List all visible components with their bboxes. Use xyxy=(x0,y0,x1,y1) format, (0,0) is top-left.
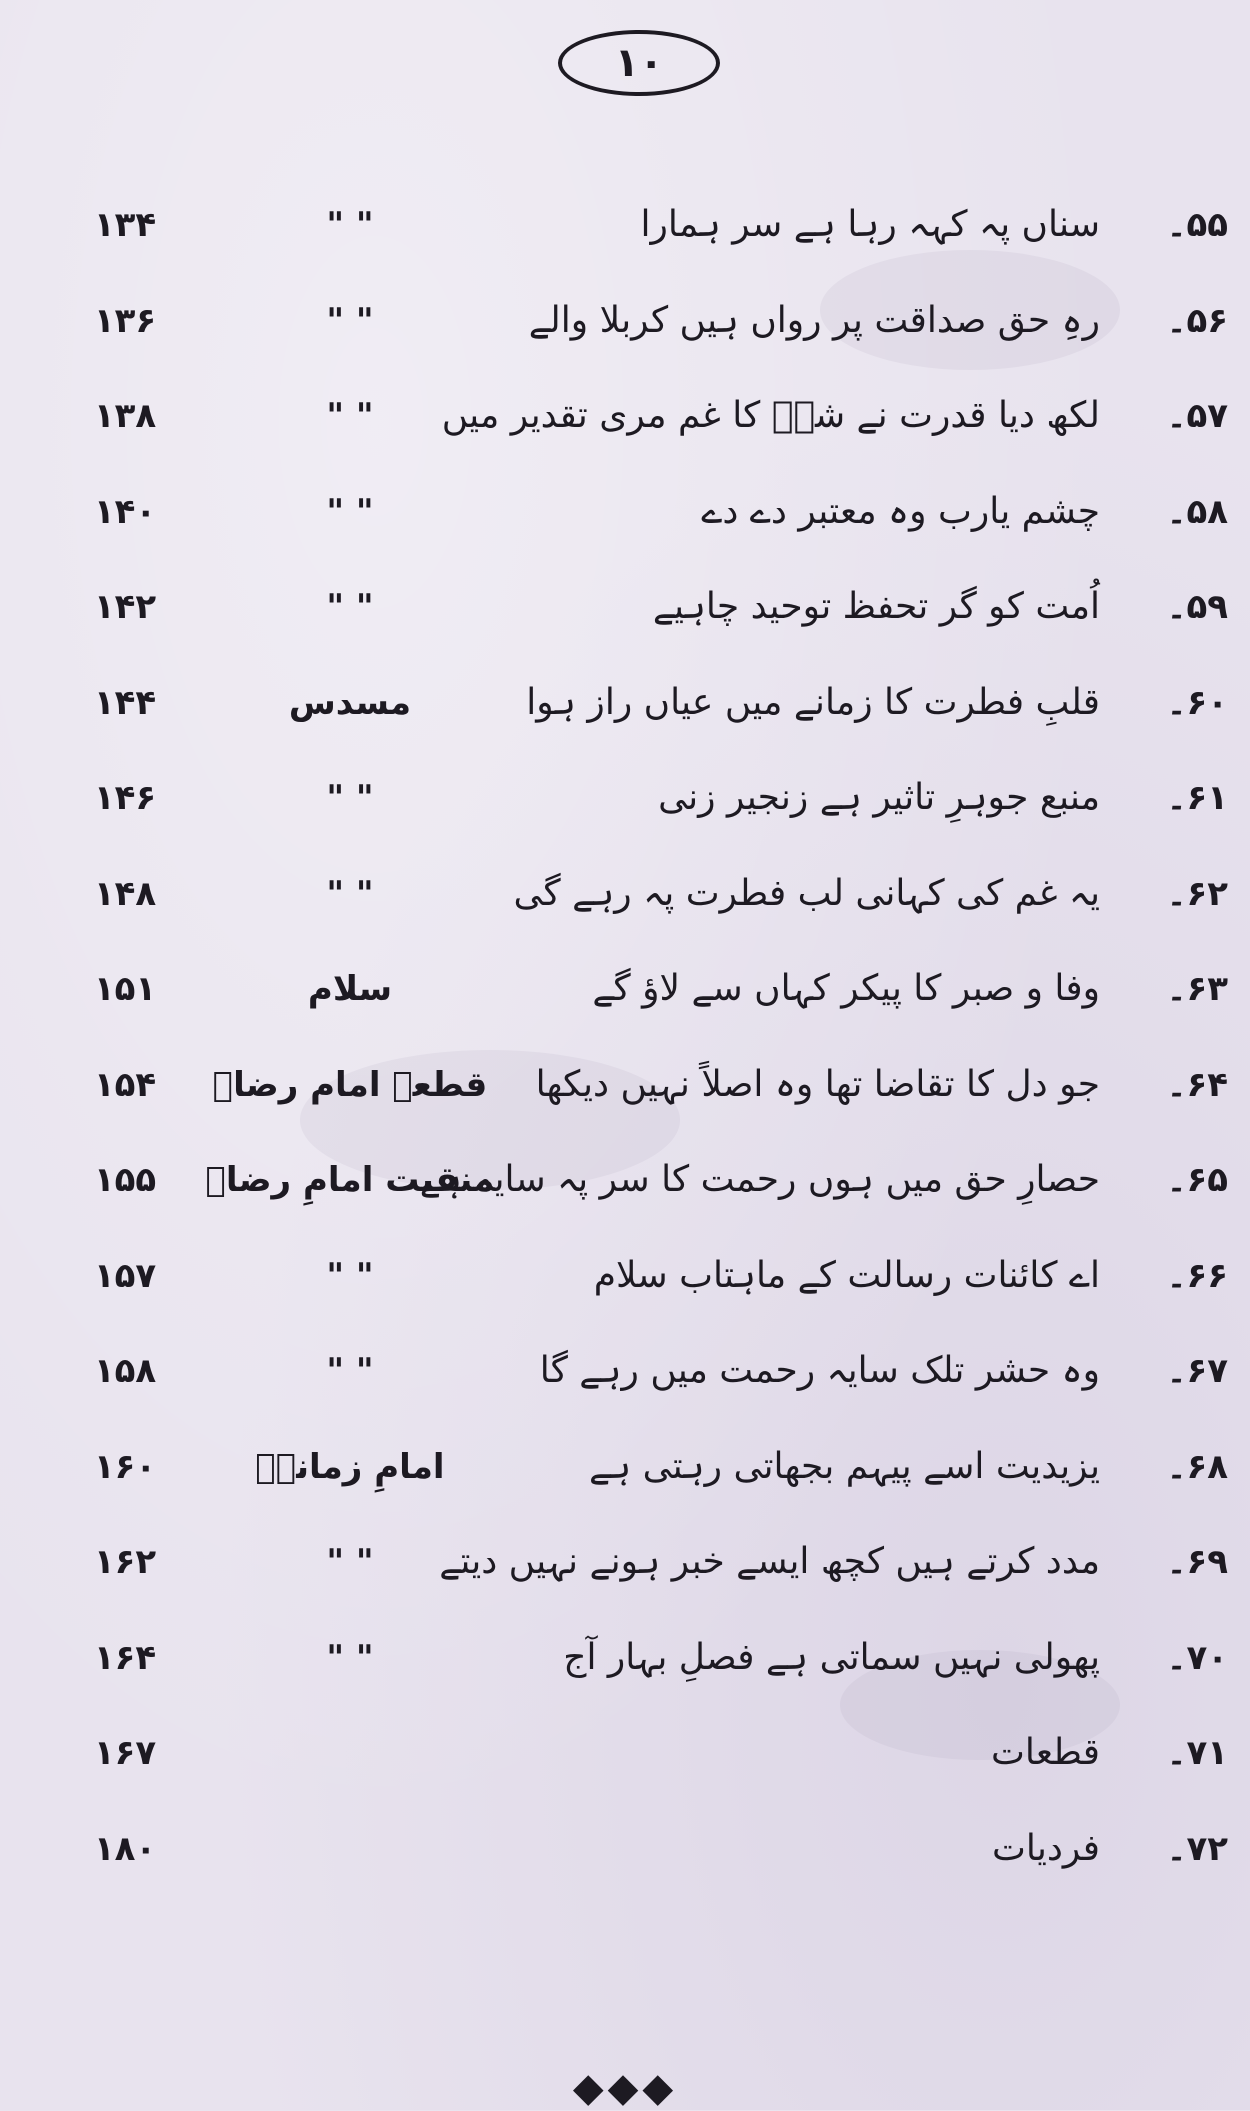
toc-row xyxy=(0,1819,1250,1899)
entry-number: ۶۸۔ xyxy=(1166,1447,1228,1487)
entry-number: ۶۱۔ xyxy=(1166,778,1228,818)
entry-genre: " " xyxy=(326,205,374,245)
entry-number: ۶۲۔ xyxy=(1166,874,1228,914)
entry-page-number: ۱۴۶ xyxy=(93,778,157,818)
entry-page-number: ۱۵۸ xyxy=(93,1351,157,1391)
entry-number: ۶۳۔ xyxy=(1166,969,1228,1009)
entry-genre: " " xyxy=(326,1256,374,1296)
entry-genre: " " xyxy=(326,492,374,532)
entry-title: سناں پہ کہہ رہا ہے سر ہمارا xyxy=(640,204,1100,245)
entry-page-number: ۱۴۲ xyxy=(93,587,157,627)
entry-page-number: ۱۵۴ xyxy=(93,1065,157,1105)
entry-title: لکھ دیا قدرت نے شہؑ کا غم مری تقدیر میں xyxy=(441,395,1100,436)
entry-genre: " " xyxy=(326,778,374,818)
entry-number: ۶۵۔ xyxy=(1166,1160,1228,1200)
entry-title: چشم یارب وہ معتبر دے دے xyxy=(701,491,1100,532)
entry-genre: " " xyxy=(326,874,374,914)
entry-title: رہِ حق صداقت پر رواں ہیں کربلا والے xyxy=(528,300,1100,341)
entry-genre: " " xyxy=(326,1542,374,1582)
entry-page-number: ۱۵۷ xyxy=(93,1256,157,1296)
entry-genre: سلام xyxy=(307,969,393,1009)
entry-page-number: ۱۳۸ xyxy=(93,396,157,436)
entry-number: ۵۷۔ xyxy=(1166,396,1228,436)
toc-row xyxy=(0,1628,1250,1708)
entry-title: مدد کرتے ہیں کچھ ایسے خبر ہونے نہیں دیتے xyxy=(439,1541,1100,1582)
entry-number: ۶۰۔ xyxy=(1166,683,1228,723)
toc-row xyxy=(0,1437,1250,1517)
entry-number: ۶۷۔ xyxy=(1166,1351,1228,1391)
entry-title: جو دل کا تقاضا تھا وہ اصلاً نہیں دیکھا xyxy=(535,1064,1100,1105)
toc-row xyxy=(0,195,1250,275)
entry-page-number: ۱۴۰ xyxy=(93,492,157,532)
entry-page-number: ۱۸۰ xyxy=(93,1829,157,1869)
toc-row xyxy=(0,1723,1250,1803)
entry-title: پھولی نہیں سماتی ہے فصلِ بہار آج xyxy=(563,1637,1100,1678)
toc-row xyxy=(0,1532,1250,1612)
toc-row xyxy=(0,386,1250,466)
page-number: ۱۰ xyxy=(558,30,720,96)
entry-page-number: ۱۵۵ xyxy=(93,1160,157,1200)
toc-row xyxy=(0,1150,1250,1230)
toc-row xyxy=(0,768,1250,848)
entry-page-number: ۱۳۴ xyxy=(93,205,157,245)
toc-row xyxy=(0,482,1250,562)
entry-title: قطعات xyxy=(991,1732,1100,1773)
entry-title: اُمت کو گر تحفظ توحید چاہیے xyxy=(652,586,1100,627)
entry-number: ۵۶۔ xyxy=(1166,301,1228,341)
entry-number: ۷۲۔ xyxy=(1166,1829,1228,1869)
entry-title: یہ غم کی کہانی لب فطرت پہ رہے گی xyxy=(513,873,1100,914)
entry-genre: " " xyxy=(326,301,374,341)
entry-number: ۶۶۔ xyxy=(1166,1256,1228,1296)
toc-row xyxy=(0,959,1250,1039)
entry-page-number: ۱۶۴ xyxy=(93,1638,157,1678)
entry-genre: مسدس xyxy=(288,683,412,723)
entry-page-number: ۱۶۰ xyxy=(93,1447,157,1487)
entry-number: ۵۵۔ xyxy=(1166,205,1228,245)
entry-title: یزیدیت اسے پیہم بجھاتی رہتی ہے xyxy=(589,1446,1100,1487)
entry-title: حصارِ حق میں ہوں رحمت کا سر پہ سایہ ہے xyxy=(419,1159,1100,1200)
entry-title: وہ حشر تلک سایہ رحمت میں رہے گا xyxy=(539,1350,1100,1391)
entry-genre: " " xyxy=(326,1351,374,1391)
entry-page-number: ۱۴۸ xyxy=(93,874,157,914)
toc-row xyxy=(0,1055,1250,1135)
entry-page-number: ۱۳۶ xyxy=(93,301,157,341)
entry-number: ۵۸۔ xyxy=(1166,492,1228,532)
entry-genre: " " xyxy=(326,396,374,436)
toc-row xyxy=(0,577,1250,657)
entry-genre: " " xyxy=(326,1638,374,1678)
entry-title: فردیات xyxy=(992,1828,1100,1869)
entry-title: قلبِ فطرت کا زمانے میں عیاں راز ہوا xyxy=(526,682,1100,723)
entry-number: ۵۹۔ xyxy=(1166,587,1228,627)
entry-genre: " " xyxy=(326,587,374,627)
entry-genre: منقبت امامِ رضاؑ xyxy=(205,1160,495,1200)
entry-title: اے کائنات رسالت کے ماہتاب سلام xyxy=(593,1255,1100,1296)
entry-number: ۶۹۔ xyxy=(1166,1542,1228,1582)
toc-row xyxy=(0,673,1250,753)
entry-title: منبع جوہرِ تاثیر ہے زنجیر زنی xyxy=(658,777,1100,818)
entry-number: ۶۴۔ xyxy=(1166,1065,1228,1105)
footer-ornament: ◆◆◆ xyxy=(572,2065,678,2111)
entry-genre: امامِ زمانہؑ xyxy=(255,1447,445,1487)
toc-row xyxy=(0,1341,1250,1421)
toc-row xyxy=(0,864,1250,944)
entry-title: وفا و صبر کا پیکر کہاں سے لاؤ گے xyxy=(592,968,1100,1009)
toc-row xyxy=(0,291,1250,371)
entry-number: ۷۱۔ xyxy=(1166,1733,1228,1773)
entry-number: ۷۰۔ xyxy=(1166,1638,1228,1678)
entry-genre: قطعہ امام رضاؑ xyxy=(212,1065,488,1105)
entry-page-number: ۱۶۲ xyxy=(93,1542,157,1582)
entry-page-number: ۱۶۷ xyxy=(93,1733,157,1773)
entry-page-number: ۱۴۴ xyxy=(93,683,157,723)
entry-page-number: ۱۵۱ xyxy=(93,969,157,1009)
toc-row xyxy=(0,1246,1250,1326)
